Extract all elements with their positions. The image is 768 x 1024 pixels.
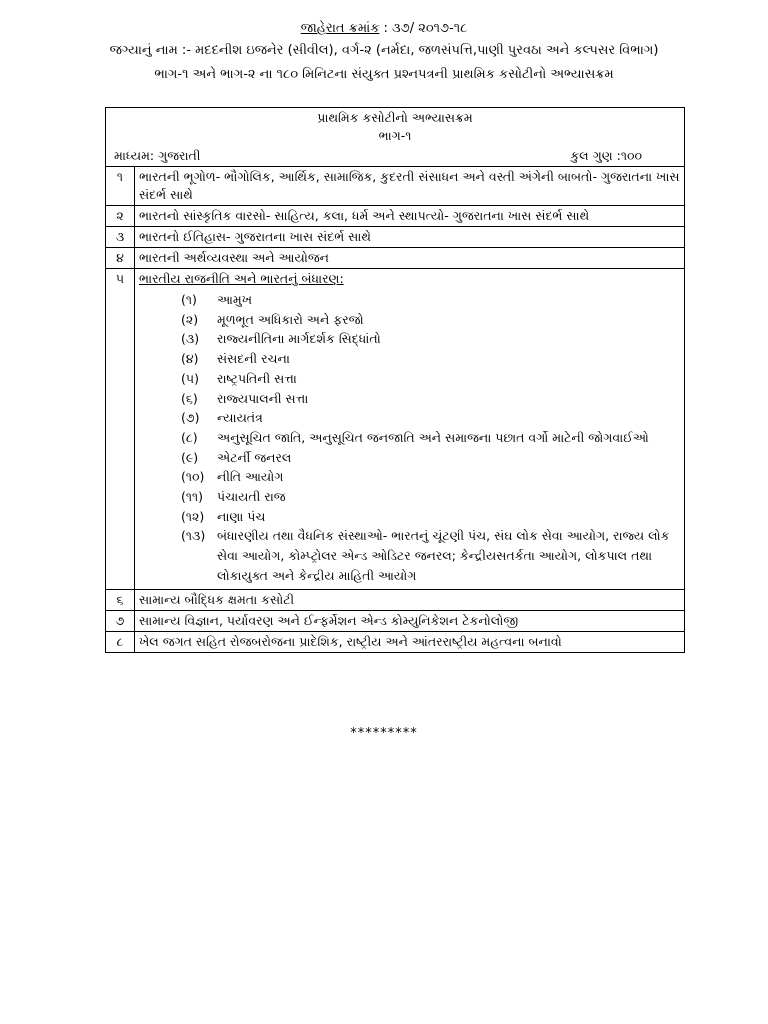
subtopic-text: ન્યાયતંત્ર xyxy=(217,410,263,426)
table-part: ભાગ-૧ xyxy=(378,128,412,143)
list-item xyxy=(181,467,680,487)
row-topic-cell xyxy=(135,248,685,269)
row-number: ૩ xyxy=(106,227,135,248)
row-number: ૪ xyxy=(106,248,135,269)
subtopic-number: (૭) xyxy=(181,410,200,426)
row-topic-cell xyxy=(135,227,685,248)
table-row xyxy=(106,206,685,227)
medium-label: માધ્યમ: ગુજરાતી xyxy=(114,148,201,163)
row-topic: ભારતનો સાંસ્કૃતિક વારસો- સાહિત્ય, કલા, ધર્મ અને સ્થાપત્યો- ગુજરાતના ખાસ સંદર્ભ સાથે xyxy=(139,208,590,223)
table-header-cell xyxy=(106,108,685,167)
row-topic: ખેલ જગત સહિત રોજબરોજના પ્રાદેશિક, રાષ્ટ્રીય અને આંતરરાષ્ટ્રીય મહત્વના બનાવો xyxy=(139,633,562,649)
list-item xyxy=(181,310,680,330)
subtopic-text: રાષ્ટ્રપતિની સત્તા xyxy=(217,370,297,386)
subtopic-number: (૧૩) xyxy=(181,528,206,544)
subtopic-text: અનુસૂચિત જાતિ, અનુસૂચિત જનજાતિ અને સમાજના પછાત વર્ગો માટેની જોગવાઈઓ xyxy=(217,429,649,445)
subtopic-text: રાજ્યપાલની સત્તા xyxy=(217,390,309,406)
subtopic-number: (૯) xyxy=(181,449,199,465)
subtopic-number: (૧૦) xyxy=(181,469,205,485)
subtopic-number: (૫) xyxy=(181,370,199,386)
row-topic: ભારતીય રાજનીતિ અને ભારતનું બંધારણ: xyxy=(139,271,344,286)
list-item xyxy=(181,526,680,585)
end-separator: ********* xyxy=(350,726,418,741)
subtopic-text: એટર્ની જનરલ xyxy=(217,449,292,465)
subtopic-text: સંસદની રચના xyxy=(217,351,290,367)
table-row xyxy=(106,269,685,590)
subtopic-text: નીતિ આયોગ xyxy=(217,469,284,485)
table-row xyxy=(106,167,685,206)
row-topic-cell xyxy=(135,589,685,610)
row-topic-cell xyxy=(135,167,685,206)
subtopic-number: (૧૧) xyxy=(181,489,204,505)
syllabus-subtitle: ભાગ-૧ અને ભાગ-૨ ના ૧૮૦ મિનિટના સંયુક્ત પ્રશ્નપત્રની પ્રાથમિક કસોટીનો અભ્યાસક્રમ xyxy=(154,67,614,82)
table-row xyxy=(106,227,685,248)
table-title: પ્રાથમિક કસોટીનો અભ્યાસક્રમ xyxy=(317,110,473,125)
row-number: ૬ xyxy=(106,589,135,610)
subtopic-number: (૧૨) xyxy=(181,508,205,524)
subtopic-text: બંધારણીય તથા વૈધનિક સંસ્થાઓ- ભારતનું ચૂંટણી પંચ, સંઘ લોક સેવા આયોગ, રાજ્ય લોક સેવા આયોગ, કોમ્પ્ટ્રોલર એન્ડ ઓડિટર જનરલ; કેન્દ્રીયસતર્કતા આયોગ, લોકપાલ તથા લોકાયુક્ત અને કેન્દ્રીય માહિતી આયોગ xyxy=(217,528,670,583)
table-row xyxy=(106,610,685,631)
subtopic-number: (૧) xyxy=(181,292,197,307)
subtopic-text: રાજ્યનીતિના માર્ગદર્શક સિદ્ધાંતો xyxy=(217,331,381,347)
post-name: જગ્યાનું નામ :- મદદનીશ ઇજનેર (સીવીલ), વર્ગ-૨ (નર્મદા, જળસંપત્તિ,પાણી પુરવઠા અને કલ્પસર વિભાગ) xyxy=(109,43,659,58)
row-topic-cell xyxy=(135,269,685,590)
subtopic-number: (૨) xyxy=(181,311,199,327)
total-marks: કુલ ગુણ :૧૦૦ xyxy=(570,148,642,163)
table-header-row xyxy=(106,108,685,167)
row-topic: ભારતનો ઈતિહાસ- ગુજરાતના ખાસ સંદર્ભ સાથે xyxy=(139,229,371,244)
syllabus-table xyxy=(105,107,685,653)
list-item xyxy=(181,369,680,389)
advertisement-label: જાહેરાત ક્રમાંક xyxy=(300,21,380,36)
row-topic-cell xyxy=(135,631,685,652)
list-item xyxy=(181,408,680,428)
subtopic-number: (૬) xyxy=(181,390,198,406)
table-row xyxy=(106,589,685,610)
subtopic-text: મૂળભૂત અધિકારો અને ફરજો xyxy=(217,311,364,327)
polity-subtopic-list xyxy=(139,290,680,586)
table-row xyxy=(106,248,685,269)
advertisement-number xyxy=(0,20,768,38)
subtopic-text: નાણા પંચ xyxy=(217,508,266,524)
row-topic: ભારતની ભૂગોળ- ભૌગોલિક, આર્થિક, સામાજિક, કુદરતી સંસાધન અને વસ્તી અંગેની બાબતો- ગુજરાતના ખાસ સંદર્ભ સાથે xyxy=(139,169,680,202)
list-item xyxy=(181,389,680,409)
subtopic-number: (૩) xyxy=(181,331,200,347)
row-topic-cell xyxy=(135,206,685,227)
list-item xyxy=(181,329,680,349)
table-meta xyxy=(110,147,680,165)
row-number: ૮ xyxy=(106,631,135,652)
list-item xyxy=(181,349,680,369)
subtopic-text: આમુખ xyxy=(217,292,253,307)
subtopic-number: (૮) xyxy=(181,429,198,445)
row-topic: ભારતની અર્થવ્યવસ્થા અને આયોજન xyxy=(139,250,329,265)
list-item xyxy=(181,428,680,448)
list-item xyxy=(181,448,680,468)
subtopic-number: (૪) xyxy=(181,351,199,367)
list-item xyxy=(181,487,680,507)
row-number: ૭ xyxy=(106,610,135,631)
row-topic-cell xyxy=(135,610,685,631)
row-number: ૧ xyxy=(106,167,135,206)
list-item xyxy=(181,507,680,527)
subtopic-text: પંચાયતી રાજ xyxy=(217,489,286,505)
advertisement-value: : ૩૭/ ૨૦૧૭-૧૮ xyxy=(379,21,468,36)
table-row xyxy=(106,631,685,652)
list-item xyxy=(181,290,680,310)
row-number: ૨ xyxy=(106,206,135,227)
row-topic: સામાન્ય બૌદ્ધિક ક્ષમતા કસોટી xyxy=(139,591,295,607)
row-topic: સામાન્ય વિજ્ઞાન, પર્યાવરણ અને ઈન્ફર્મેશન એન્ડ કોમ્યુનિકેશન ટેકનોલોજી xyxy=(139,612,519,628)
row-number: ૫ xyxy=(106,269,135,590)
